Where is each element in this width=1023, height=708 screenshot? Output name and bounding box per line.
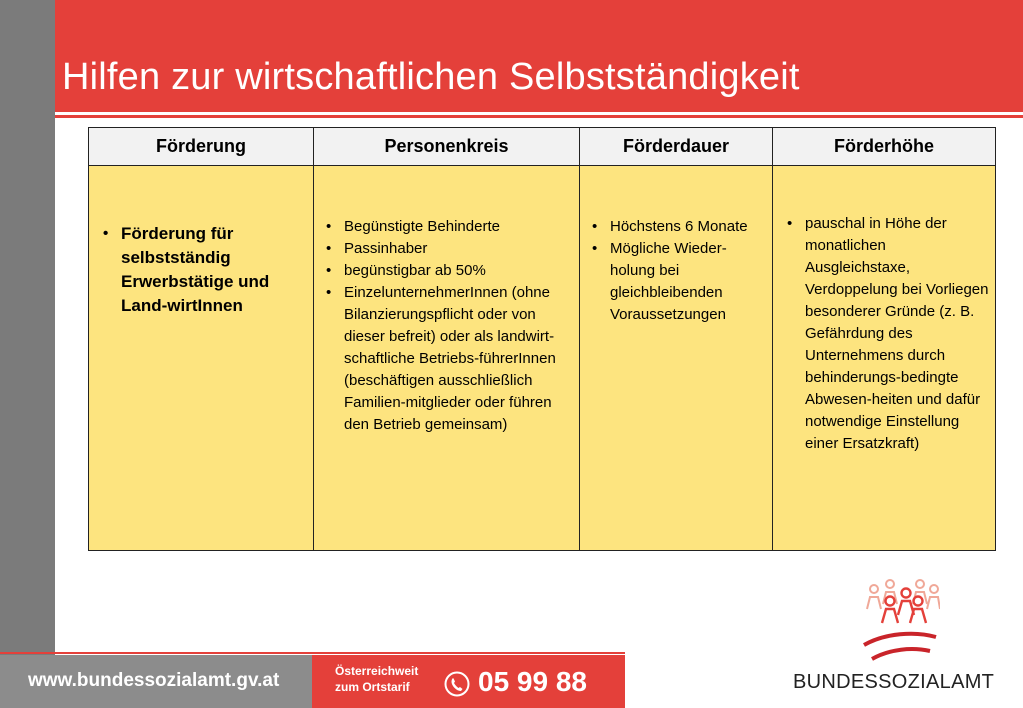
foerderung-list <box>95 222 305 318</box>
table-row <box>89 166 996 551</box>
funding-table <box>88 127 996 551</box>
list-item: • EinzelunternehmerInnen (ohne Bilanzierungspflicht oder von dieser befreit) oder als landwirt-schaftliche Betriebs-führerInnen (beschäftigen ausschließlich Familien-mitglieder oder führen den Betrieb gemeinsam) <box>318 282 573 436</box>
brand-name: BUNDESSOZIALAMT <box>793 671 995 693</box>
table-header-row <box>89 128 996 166</box>
list-item: • pauschal in Höhe der monatlichen Ausgleichstaxe, Verdoppelung bei Vorliegen besonderer Gründe (z. B. Gefährdung des Unternehmens durch behinderungs-bedingte Abwesen-heiten und dafür notwendige Einstellung einer Ersatzkraft) <box>779 213 989 455</box>
header-foerderdauer: Förderdauer <box>580 128 773 166</box>
list-item: • begünstigbar ab 50% <box>318 260 573 282</box>
cell-foerderhoehe <box>773 166 996 551</box>
list-item: • Passinhaber <box>318 238 573 260</box>
website-link[interactable]: www.bundessozialamt.gv.at <box>28 670 280 691</box>
cell-foerderdauer <box>580 166 773 551</box>
phone-number: 05 99 88 <box>478 666 587 697</box>
phone-icon <box>444 671 470 697</box>
list-item: • Begünstigte Behinderte <box>318 216 573 238</box>
header-personenkreis: Personenkreis <box>314 128 580 166</box>
cell-personenkreis <box>314 166 580 551</box>
list-item: • Mögliche Wieder-holung bei gleichbleibenden Voraussetzungen <box>584 238 766 326</box>
foerderhoehe-list <box>779 213 989 455</box>
header-foerderhoehe: Förderhöhe <box>773 128 996 166</box>
people-group-logo <box>860 575 940 665</box>
left-gray-bar <box>0 0 55 655</box>
cell-foerderung <box>89 166 314 551</box>
title-divider <box>55 115 1023 118</box>
personenkreis-list <box>318 216 573 436</box>
foerderdauer-list <box>584 216 766 326</box>
list-item: • Förderung für selbstständig Erwerbstätige und Land-wirtInnen <box>95 222 305 318</box>
footer-tariff-note: Österreichweit zum Ortstarif <box>335 664 419 694</box>
page-title: Hilfen zur wirtschaftlichen Selbstständigkeit <box>62 56 800 98</box>
header-foerderung: Förderung <box>89 128 314 166</box>
footer-divider <box>0 652 625 654</box>
list-item: • Höchstens 6 Monate <box>584 216 766 238</box>
